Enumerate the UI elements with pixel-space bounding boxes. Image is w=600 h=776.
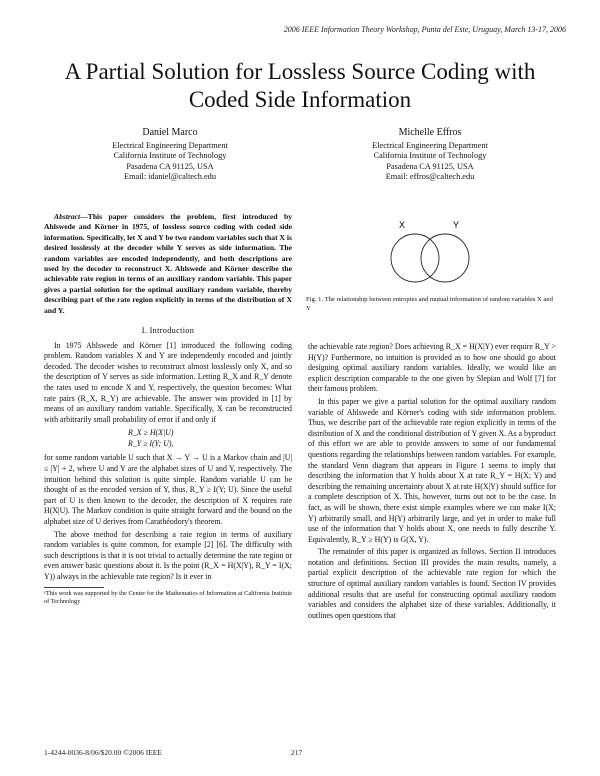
page-number: 217	[291, 748, 303, 757]
section-heading: I. Introduction	[141, 326, 195, 336]
conference-header: 2006 IEEE Information Theory Workshop, Punta del Este, Uruguay, March 13-17, 2006	[283, 25, 566, 34]
equation-block	[44, 427, 292, 449]
body-paragraph: The above method for describing a rate region in terms of auxiliary random variables is quite common, for example [2] [6]. The difficulty with such descriptions is that it is not trivial to actually determine the rate region or even answer basic questions about it. Is the point (R_X = H(X|Y), R_Y = I(X; Y)) always in the achievable rate region? Is it ever in	[44, 529, 292, 581]
intro-paragraph: In 1975 Ahlswede and Körner [1] introduced the following coding problem. Random variables X and Y are independently encoded and jointly decoded. The decoder wishes to reconstruct almost losslessly only X, and so the description of Y serves as side information. Letting R_X and R_Y denote the rates used to encode X and Y, respectively, the question becomes: What rate pairs (R_X, R_Y) are achievable. The answer was provided in [1] by means of an auxiliary random variable. Specifically, X can be reconstructed with arbitrarily small probability of error if and only if	[44, 340, 292, 424]
footnote-rule	[44, 587, 104, 588]
author-name: Michelle Effros	[398, 127, 462, 138]
author-name: Daniel Marco	[142, 127, 198, 138]
author-inst: California Institute of Technology	[113, 151, 227, 161]
right-column	[308, 342, 556, 623]
body-paragraph: In this paper we give a partial solution for the optimal auxiliary random variable of Ahlswede and Körner's coding with side information problem. Thus, we describe part of the achievable rate region explicitly in terms of the distribution of X and the conditional distribution of Y given X. As a byproduct of this effort we are able to provide answers to some of our fundamental questions regarding the relationships between random variables. For example, the standard Venn diagram that appears in Figure 1 seems to imply that describing the information that Y holds about X at rate R_Y = H(X; Y) and describing the remaining uncertainty about X at rate H(X|Y) should suffice for a complete description of X. This, however, turns out not to be the case. In fact, as will be shown, there exist simple examples where we can make I(X; Y) arbitrarily small, and H(Y) arbitrarily large, and yet in order to make full use of the information that Y holds about X, one needs to fully describe Y. Equivalently, R_Y ≥ H(Y) is G(X, Y).	[308, 396, 556, 544]
body-paragraph: for some random variable U such that X → Y → U is a Markov chain and |U| ≤ |Y| + 2, where U and Y are the alphabet sizes of U and Y, respectively. The intuition behind this solution is quite simple. Random variable U can be thought of as the encoded version of Y, thus, R_Y ≥ I(Y; U). Since the useful part of U is then known to the decoder, the description of X requires rate H(X|U). The Markov condition is quite straight forward and the bound on the alphabet size of U derives from Carathéodory's theorem.	[44, 453, 292, 526]
author-block-1	[60, 128, 280, 183]
venn-figure	[365, 216, 495, 286]
venn-circle-y	[421, 234, 469, 282]
venn-label-x: X	[399, 220, 406, 230]
figure-caption: Fig. 1. The relationship between entropies and mutual information of random variables X and Y	[306, 296, 553, 312]
venn-circle-x	[391, 234, 439, 282]
equation-line: R_Y ≥ I(Y; U),	[128, 439, 174, 449]
venn-diagram	[365, 216, 495, 286]
equation-line: R_X ≥ H(X|U)	[128, 428, 174, 438]
title-line-2: Coded Side Information	[188, 87, 412, 112]
author-city: Pasadena CA 91125, USA	[386, 161, 474, 171]
abstract-text: This paper considers the problem, first introduced by Ahlswede and Körner in 1975, of lossless source coding with coded side information. Specifically, let X and Y be two random variables such that X is desired losslessly at the decoder while Y serves as side information. The random variables are encoded independently, and both descriptions are used by the decoder to reconstruct X. Ahlswede and Körner describe the achievable rate region in terms of an auxiliary random variable. This paper gives a partial solution for the optimal auxiliary random variable, thereby describing part of the rate region explicitly in terms of the distribution of X and Y.	[44, 212, 292, 315]
footnote: ¹This work was supported by the Center for the Mathematics of Information at California Institute of Technology	[44, 589, 292, 605]
author-dept: Electrical Engineering Department	[372, 140, 488, 150]
author-dept: Electrical Engineering Department	[112, 140, 228, 150]
author-block-2	[320, 128, 540, 183]
author-email: Email: effros@caltech.edu	[385, 172, 475, 182]
footer-copyright: 1-4244-0036-8/06/$20.00 ©2006 IEEE	[44, 748, 162, 757]
left-column	[44, 212, 292, 606]
abstract-label: Abstract—	[54, 212, 88, 221]
abstract	[44, 212, 292, 316]
title-line-1: A Partial Solution for Lossless Source Coding with	[64, 59, 536, 84]
author-inst: California Institute of Technology	[373, 151, 487, 161]
author-city: Pasadena CA 91125, USA	[126, 161, 214, 171]
body-paragraph: The remainder of this paper is organized as follows. Section II introduces notation and definitions. Section III provides the main results, namely, a partial explicit description of the achievable rate region for which the structure of optimal auxiliary random variables is found. Section IV provides additional results that are useful for constructing optimal auxiliary random variables and considers the alphabet size of these variables. Additionally, it outlines open questions that	[308, 547, 556, 620]
venn-label-y: Y	[453, 220, 460, 230]
body-paragraph: the achievable rate region? Does achieving R_X = H(X|Y) ever require R_Y > H(Y)? Furthermore, no intuition is provided as to how one should go about designing optimal auxiliary random variables. Ideally, we would like an explicit description comparable to the one given by Slepian and Wolf [7] for their famous problem.	[308, 342, 556, 394]
author-email: Email: idaniel@caltech.edu	[124, 172, 216, 182]
paper-title	[40, 58, 560, 114]
